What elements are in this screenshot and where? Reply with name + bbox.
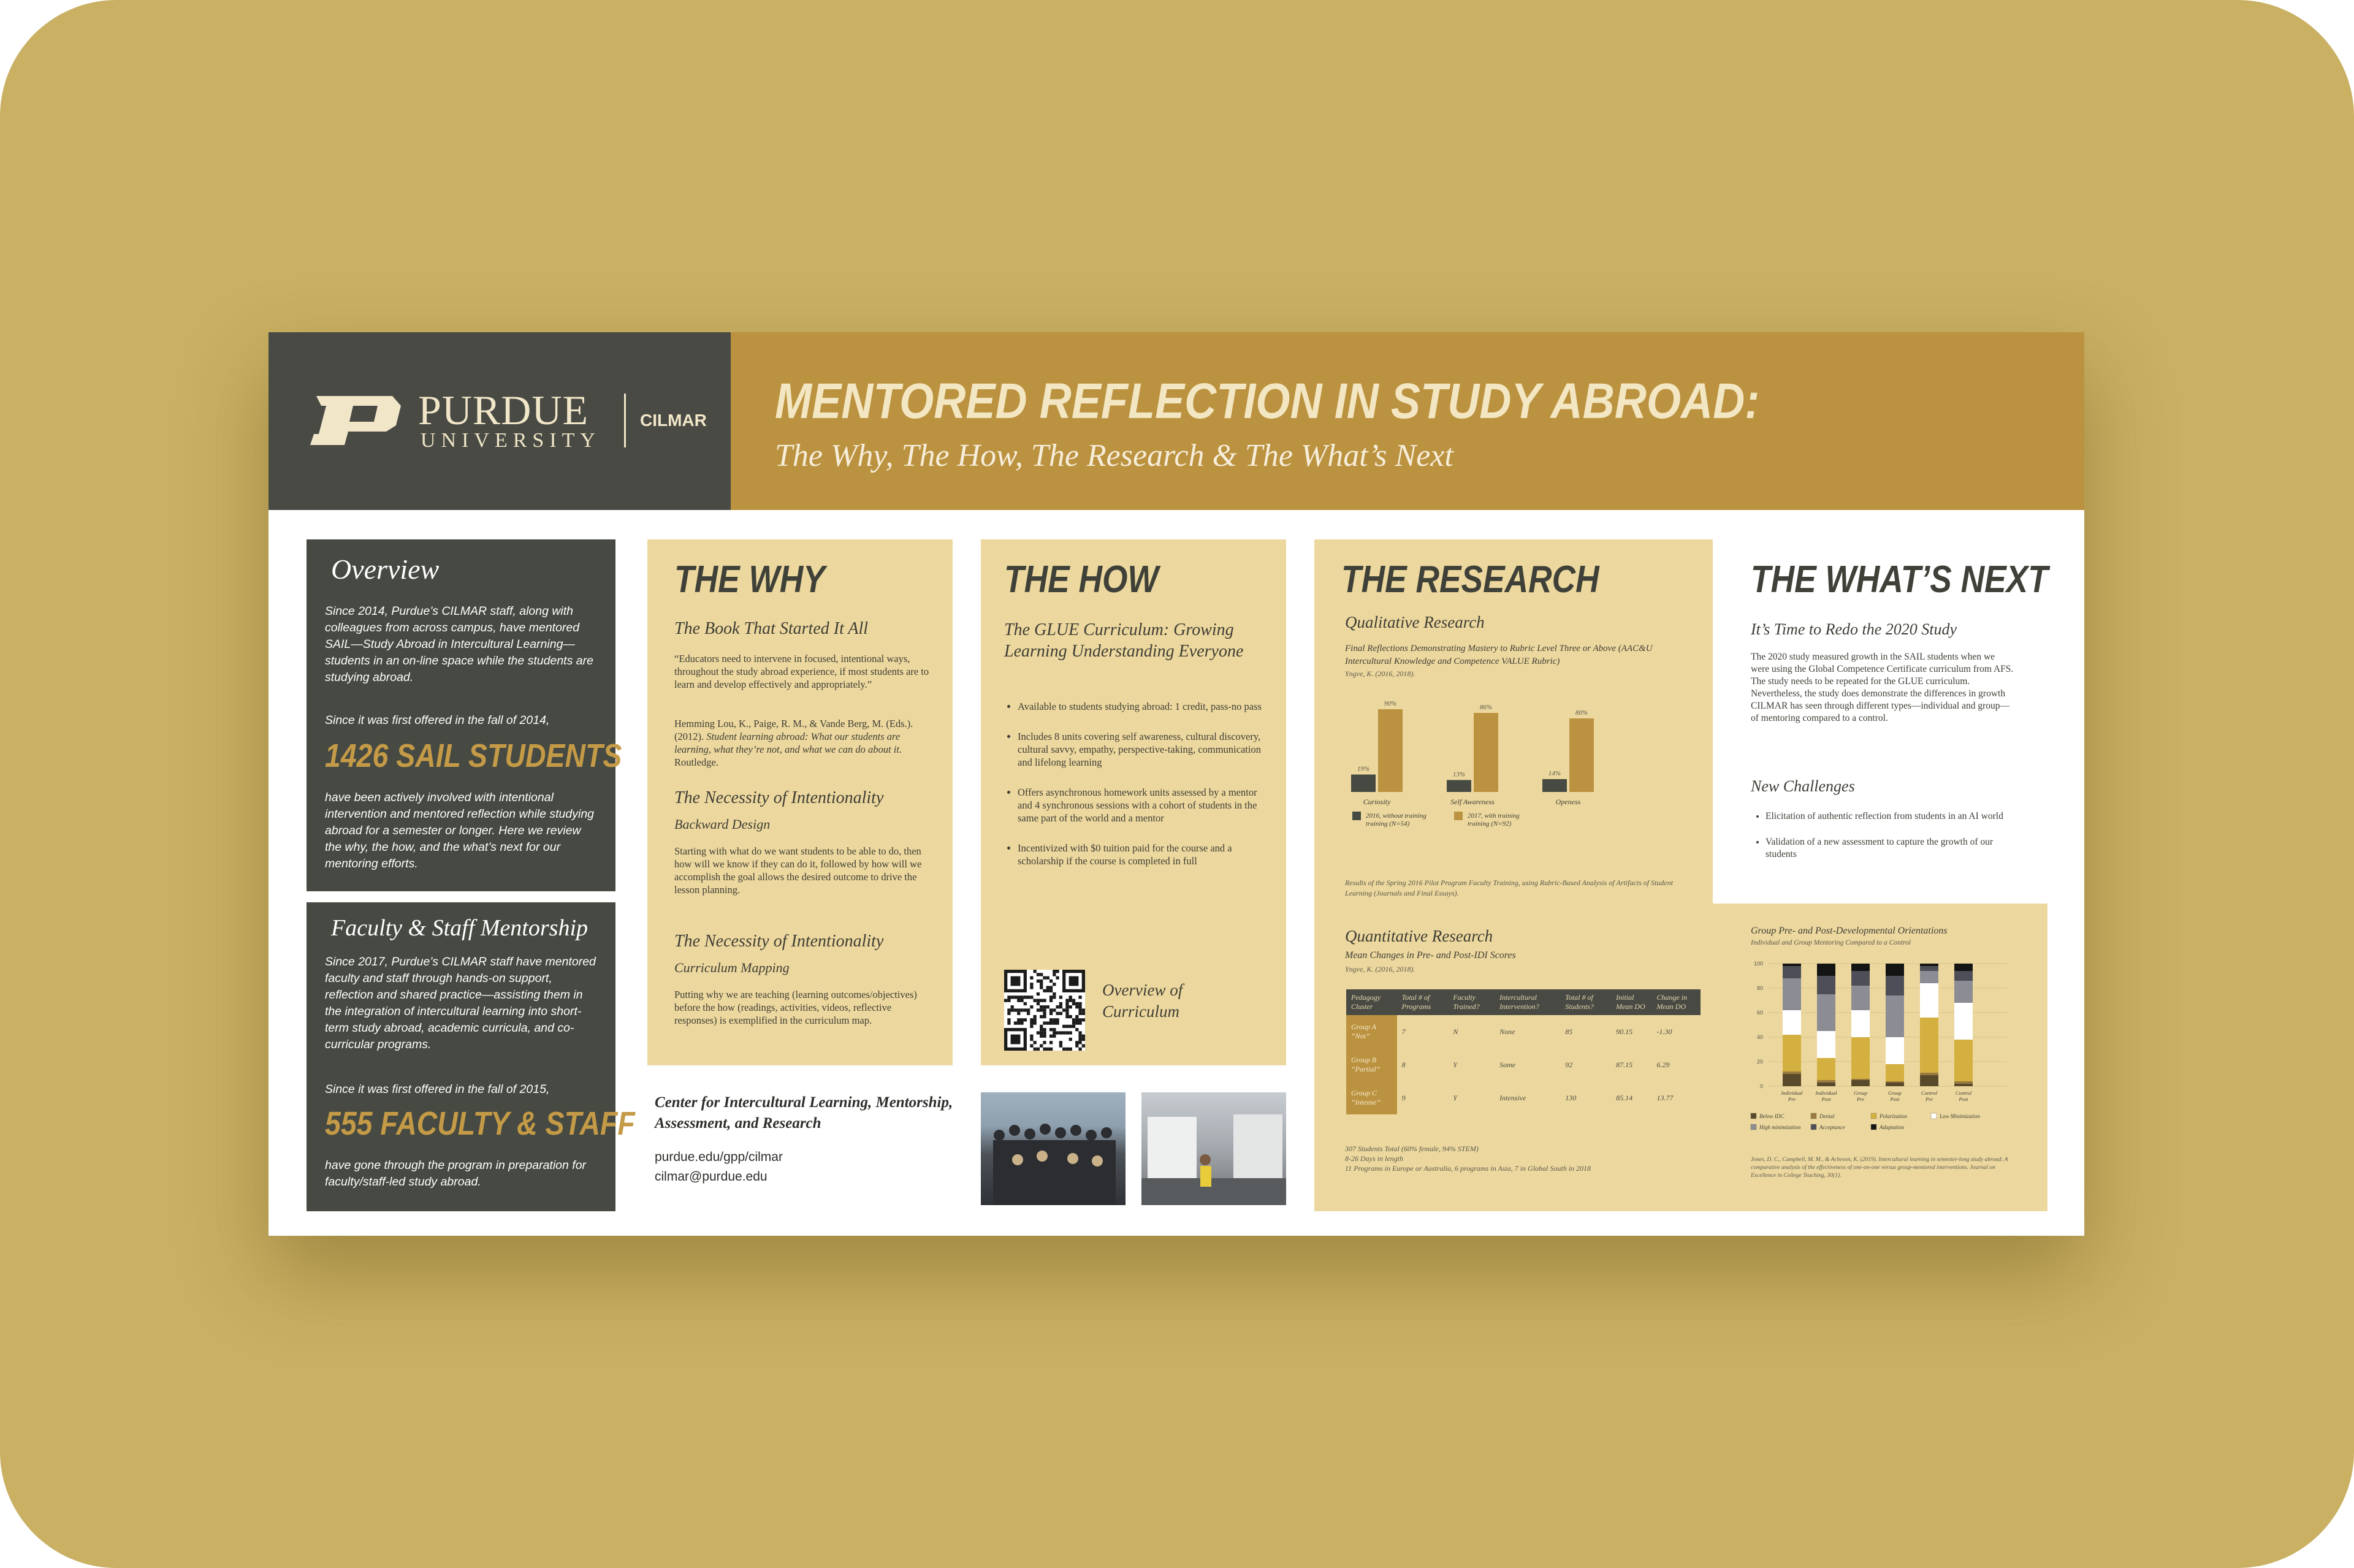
category-label: Self Awareness <box>1450 797 1495 806</box>
y-tick-label: 60 <box>1756 1010 1763 1016</box>
qualitative-citation: Yngve, K. (2016, 2018). <box>1345 669 1415 678</box>
stacked-chart-subtitle: Individual and Group Mentoring Compared to a Control <box>1751 939 1911 946</box>
stacked-segment <box>1817 1080 1835 1083</box>
table-cell: 6.29 <box>1656 1060 1670 1069</box>
header-title-block <box>731 332 2084 510</box>
whats-next-citation: Jones, D. C., Campbell, M. M., & Acheson, K. (2019). Intercultural learning in semester-long study abroad: A comparative analysis of the effectiveness of one-on-one versus group-mentored interventions. Journal on Excellence in College Teaching, 30(1). <box>1751 1157 2008 1179</box>
curriculum-link[interactable]: Overview of Curriculum <box>1102 981 1183 1021</box>
logo-divider <box>624 394 626 447</box>
table-cell: 87.15 <box>1616 1060 1633 1069</box>
stacked-segment <box>1954 964 1973 971</box>
why-section-2-title: The Necessity of Intentionality <box>674 788 884 807</box>
purdue-p-logo-icon <box>305 394 403 447</box>
table-cell: 85 <box>1565 1027 1573 1036</box>
stacked-segment <box>1817 976 1835 994</box>
stacked-segment <box>1851 964 1870 971</box>
how-subtitle: The GLUE Curriculum: Growing Learning Understanding Everyone <box>1004 620 1244 661</box>
stacked-segment <box>1817 964 1835 976</box>
overview-stat: 1426 SAIL STUDENTS <box>325 737 622 774</box>
category-label: Control Post <box>1955 1090 1972 1102</box>
y-tick-label: 100 <box>1753 961 1763 967</box>
table-cell: Some <box>1499 1060 1516 1069</box>
table-header: Initial Mean DO <box>1611 989 1651 1015</box>
bar <box>1378 709 1403 792</box>
footnote: 307 Students Total (60% female, 94% STEM) <box>1345 1144 1479 1153</box>
faculty-stat: 555 FACULTY & STAFF <box>325 1105 635 1142</box>
stacked-segment <box>1817 1031 1835 1058</box>
legend-swatch <box>1931 1113 1937 1119</box>
how-bullet: • Includes 8 units covering self awareness, cultural discovery, cultural savvy, empathy, perspective-taking, communication and lifelong learning <box>1018 730 1263 769</box>
stacked-segment <box>1954 981 1973 1003</box>
faculty-heading: Faculty & Staff Mentorship <box>331 915 588 941</box>
how-bullet-list <box>1004 700 1263 885</box>
category-label: Group Post <box>1888 1090 1902 1102</box>
category-label: Openess <box>1555 797 1581 806</box>
y-tick-label: 0 <box>1759 1083 1763 1089</box>
how-heading: THE HOW <box>1004 558 1159 601</box>
why-section-3-subtitle: Curriculum Mapping <box>674 960 790 975</box>
why-section-2-subtitle: Backward Design <box>674 816 771 832</box>
legend-swatch <box>1751 1124 1756 1130</box>
research-heading: THE RESEARCH <box>1341 558 1599 601</box>
stacked-segment <box>1851 971 1870 986</box>
stacked-segment <box>1920 1075 1938 1086</box>
stacked-segment <box>1886 1081 1904 1083</box>
table-row <box>1346 1081 1701 1114</box>
table-cell: -1.30 <box>1656 1027 1672 1036</box>
legend-label: 2017, with training training (N=92) <box>1468 812 1520 828</box>
campus-photo <box>1141 1092 1286 1205</box>
table-cell: Y <box>1453 1060 1458 1069</box>
table-cell: Intensive <box>1499 1093 1526 1102</box>
legend-label: Acceptance <box>1819 1124 1845 1130</box>
whats-next-section-2-title: New Challenges <box>1751 777 1855 795</box>
stacked-segment <box>1920 1018 1938 1073</box>
footnote: 11 Programs in Europe or Australia, 6 programs in Asia, 7 in Global South in 2018 <box>1345 1164 1591 1173</box>
stacked-segment <box>1851 1080 1870 1086</box>
stacked-segment <box>1783 966 1801 978</box>
stacked-segment <box>1783 1035 1801 1071</box>
stacked-segment <box>1851 1037 1870 1079</box>
qr-code-icon[interactable] <box>1004 970 1085 1051</box>
stacked-segment <box>1886 995 1904 1037</box>
table-cell: 8 <box>1401 1060 1406 1069</box>
table-cell: 85.14 <box>1616 1093 1633 1102</box>
stacked-segment <box>1886 1064 1904 1081</box>
legend-swatch <box>1871 1113 1876 1119</box>
table-header: Total # of Students? <box>1560 989 1611 1015</box>
how-panel <box>981 539 1286 1065</box>
why-section-3-text: Putting why we are teaching (learning outcomes/objectives) before the how (readings, activities, videos, reflective responses) is exemplified in the curriculum map. <box>674 989 917 1026</box>
center-name: Center for Intercultural Learning, Mentorship, Assessment, and Research <box>655 1094 953 1132</box>
stacked-segment <box>1783 1010 1801 1035</box>
data-label: 90% <box>1384 700 1397 707</box>
center-email[interactable]: cilmar@purdue.edu <box>655 1170 768 1184</box>
table-cell: 92 <box>1565 1060 1573 1069</box>
why-panel <box>647 539 953 1065</box>
quantitative-footnotes <box>1345 1144 1701 1173</box>
why-quote: “Educators need to intervene in focused, intentional ways, throughout the study abroad experience, if most students are to learn and develop effectively and appropriately.” <box>674 653 929 690</box>
category-label: Control Pre <box>1921 1090 1938 1102</box>
why-section-2-text: Starting with what do we want students to be able to do, then how will we know if they can do it, followed by how will we accomplish the goal allows the desired outcome to drive the lesson planning. <box>674 845 922 896</box>
bar <box>1542 779 1567 792</box>
group-photo <box>981 1092 1126 1205</box>
stacked-segment <box>1886 1037 1904 1064</box>
stacked-segment <box>1954 971 1973 981</box>
table-header: Intercultural Intervention? <box>1495 989 1560 1015</box>
category-label: Curiosity <box>1363 797 1391 806</box>
legend-label: Low Minimization <box>1940 1113 1980 1119</box>
category-label: Individual Post <box>1815 1090 1837 1102</box>
overview-text-2: Since it was first offered in the fall of 2014, <box>325 714 550 727</box>
category-label: Group Pre <box>1854 1090 1867 1102</box>
stacked-segment <box>1851 986 1870 1010</box>
stacked-segment <box>1817 1058 1835 1080</box>
stacked-segment <box>1954 1040 1973 1081</box>
how-bullet: • Available to students studying abroad: 1 credit, pass-no pass <box>1018 700 1263 713</box>
qualitative-bar-chart <box>1339 688 1682 835</box>
qualitative-note: Results of the Spring 2016 Pilot Program Faculty Training, using Rubric-Based Analysis of Artifacts of Student Learning (Journals and Final Essays). <box>1345 878 1674 897</box>
poster-title: MENTORED REFLECTION IN STUDY ABROAD: <box>775 373 1760 429</box>
legend-label: Polarization <box>1880 1113 1908 1119</box>
stacked-segment <box>1886 964 1904 976</box>
data-label: 14% <box>1548 770 1561 777</box>
stacked-segment <box>1783 1074 1801 1086</box>
legend-label: Below IDC <box>1759 1113 1785 1119</box>
y-tick-label: 40 <box>1756 1034 1763 1040</box>
table-cell: 130 <box>1565 1093 1577 1102</box>
legend-swatch <box>1811 1124 1816 1130</box>
table-cell: 9 <box>1401 1093 1406 1102</box>
center-info <box>655 1092 961 1184</box>
faculty-text-3: have gone through the program in preparation for faculty/staff-led study abroad. <box>325 1159 587 1189</box>
whats-next-section-1-title: It’s Time to Redo the 2020 Study <box>1751 620 1957 638</box>
how-bullet: • Incentivized with $0 tuition paid for the course and a scholarship if the course is completed in full <box>1018 842 1263 867</box>
stacked-segment <box>1920 971 1938 983</box>
poster <box>269 332 2084 1236</box>
stacked-segment <box>1886 976 1904 995</box>
data-label: 19% <box>1357 765 1370 773</box>
quantitative-title: Quantitative Research <box>1345 927 1493 945</box>
whats-next-bullet: • Validation of a new assessment to capture the growth of our students <box>1766 836 2011 861</box>
stacked-segment <box>1783 1071 1801 1074</box>
footnote: 8-26 Days in length <box>1345 1154 1403 1163</box>
stacked-segment <box>1920 966 1938 971</box>
overview-text-3: have been actively involved with intentional intervention and mentored reflection while studying abroad for a semester or longer. Here we review the why, the how, and the what’s next for our mentoring efforts. <box>325 791 595 870</box>
table-cell: 13.77 <box>1656 1093 1674 1102</box>
bar <box>1447 780 1471 793</box>
stacked-segment <box>1783 978 1801 1010</box>
table-cell: Group B “Partial” <box>1346 1048 1397 1081</box>
stacked-segment <box>1783 964 1801 966</box>
table-row <box>1346 1015 1701 1048</box>
legend-label: 2016, without training training (N=54) <box>1366 812 1426 828</box>
data-label: 13% <box>1452 771 1466 778</box>
stacked-segment <box>1954 1003 1973 1040</box>
why-section-3-title: The Necessity of Intentionality <box>674 932 884 951</box>
faculty-panel <box>307 902 635 1211</box>
header-logo-block <box>269 332 731 510</box>
how-bullet: • Offers asynchronous homework units assessed by a mentor and 4 synchronous sessions with a cohort of students in the same part of the world and a mentor <box>1018 786 1263 824</box>
stacked-segment <box>1920 983 1938 1018</box>
category-label: Individual Pre <box>1781 1090 1803 1102</box>
overview-panel <box>307 539 622 891</box>
whats-next-heading: THE WHAT’S NEXT <box>1751 558 2048 601</box>
table-cell: Group A “Not” <box>1346 1015 1397 1048</box>
university-subname: UNIVERSITY <box>421 429 601 452</box>
bar <box>1474 713 1498 792</box>
whats-next-bullet: • Elicitation of authentic reflection from students in an AI world <box>1766 810 2011 823</box>
stacked-segment <box>1817 1083 1835 1086</box>
stacked-segment <box>1817 994 1835 1031</box>
why-heading: THE WHY <box>674 558 825 601</box>
stacked-chart-title: Group Pre- and Post-Developmental Orientations <box>1751 926 1948 936</box>
table-cell: N <box>1453 1027 1458 1036</box>
data-label: 80% <box>1575 709 1588 717</box>
table-cell: Group C “Intense” <box>1346 1081 1397 1114</box>
stacked-segment <box>1954 1084 1973 1086</box>
whats-next-section-1-text: The 2020 study measured growth in the SAIL students when we were using the Global Competence Certificate curriculum from AFS. The study needs to be repeated for the GLUE curriculum. Nevertheless, the study does demonstrate the differences in growth CILMAR has seen through different types—individual and group—of mentoring compared to a control. <box>1751 652 2014 723</box>
faculty-text-2: Since it was first offered in the fall of 2015, <box>325 1083 550 1096</box>
legend-label: Adaptation <box>1880 1124 1904 1130</box>
table-header: Total # of Programs <box>1397 989 1449 1015</box>
stacked-segment <box>1851 1079 1870 1080</box>
y-tick-label: 20 <box>1756 1059 1763 1065</box>
table-header: Faculty Trained? <box>1448 989 1495 1015</box>
overview-heading: Overview <box>331 554 440 585</box>
y-tick-label: 80 <box>1756 985 1763 991</box>
idi-scores-table <box>1346 989 1701 1114</box>
legend-swatch <box>1454 812 1463 820</box>
legend-swatch <box>1871 1124 1876 1130</box>
qualitative-chart-title: Final Reflections Demonstrating Mastery to Rubric Level Three or Above (AAC&U Intercultural Knowledge and Competence VALUE Rubric) <box>1345 644 1653 666</box>
table-row <box>1346 1048 1701 1081</box>
unit-name: CILMAR <box>640 411 707 430</box>
university-name: PURDUE <box>418 387 589 433</box>
stacked-segment <box>1920 1073 1938 1075</box>
quantitative-subtitle: Mean Changes in Pre- and Post-IDI Scores <box>1345 950 1516 961</box>
legend-swatch <box>1352 812 1361 820</box>
stacked-segment <box>1851 1010 1870 1037</box>
bar <box>1351 775 1376 793</box>
table-header: Change in Mean DO <box>1651 989 1701 1015</box>
overview-text-1: Since 2014, Purdue’s CILMAR staff, along with colleagues from across campus, have mentored SAIL—Study Abroad in Intercultural Learning—students in an on-line space while the students are studying abroad. <box>325 604 593 684</box>
table-cell: 90.15 <box>1616 1027 1633 1036</box>
whats-next-bullets <box>1752 810 2011 878</box>
poster-subtitle: The Why, The How, The Research & The What’s Next <box>775 438 1453 473</box>
bar <box>1569 718 1594 792</box>
center-url[interactable]: purdue.edu/gpp/cilmar <box>655 1150 783 1164</box>
table-cell: None <box>1499 1027 1515 1036</box>
why-section-1-title: The Book That Started It All <box>674 619 869 638</box>
stacked-segment <box>1886 1083 1904 1086</box>
data-label: 86% <box>1479 704 1493 711</box>
legend-swatch <box>1751 1113 1756 1119</box>
table-cell: Y <box>1453 1093 1458 1102</box>
stacked-segment <box>1954 1081 1973 1084</box>
legend-label: High minimization <box>1759 1124 1801 1130</box>
faculty-text-1: Since 2017, Purdue’s CILMAR staff have mentored faculty and staff through hands-on support, reflection and shared practice—assisting them in the integration of intercultural learning into short-term study abroad, academic curricula, and co-curricular programs. <box>325 955 596 1051</box>
legend-swatch <box>1811 1113 1816 1119</box>
table-cell: 7 <box>1401 1027 1406 1036</box>
legend-label: Denial <box>1819 1113 1835 1119</box>
stacked-segment <box>1920 964 1938 966</box>
quantitative-citation: Yngve, K. (2016, 2018). <box>1345 965 1415 973</box>
developmental-orientations-chart <box>1743 951 2032 1154</box>
qualitative-title: Qualitative Research <box>1345 613 1485 631</box>
why-reference: Hemming Lou, K., Paige, R. M., & Vande Berg, M. (Eds.). (2012). Student learning abroad: What our students are learning, what they’re not, and what we can do about it. Routledge. <box>674 718 913 768</box>
table-header: Pedagogy Cluster <box>1346 989 1397 1015</box>
